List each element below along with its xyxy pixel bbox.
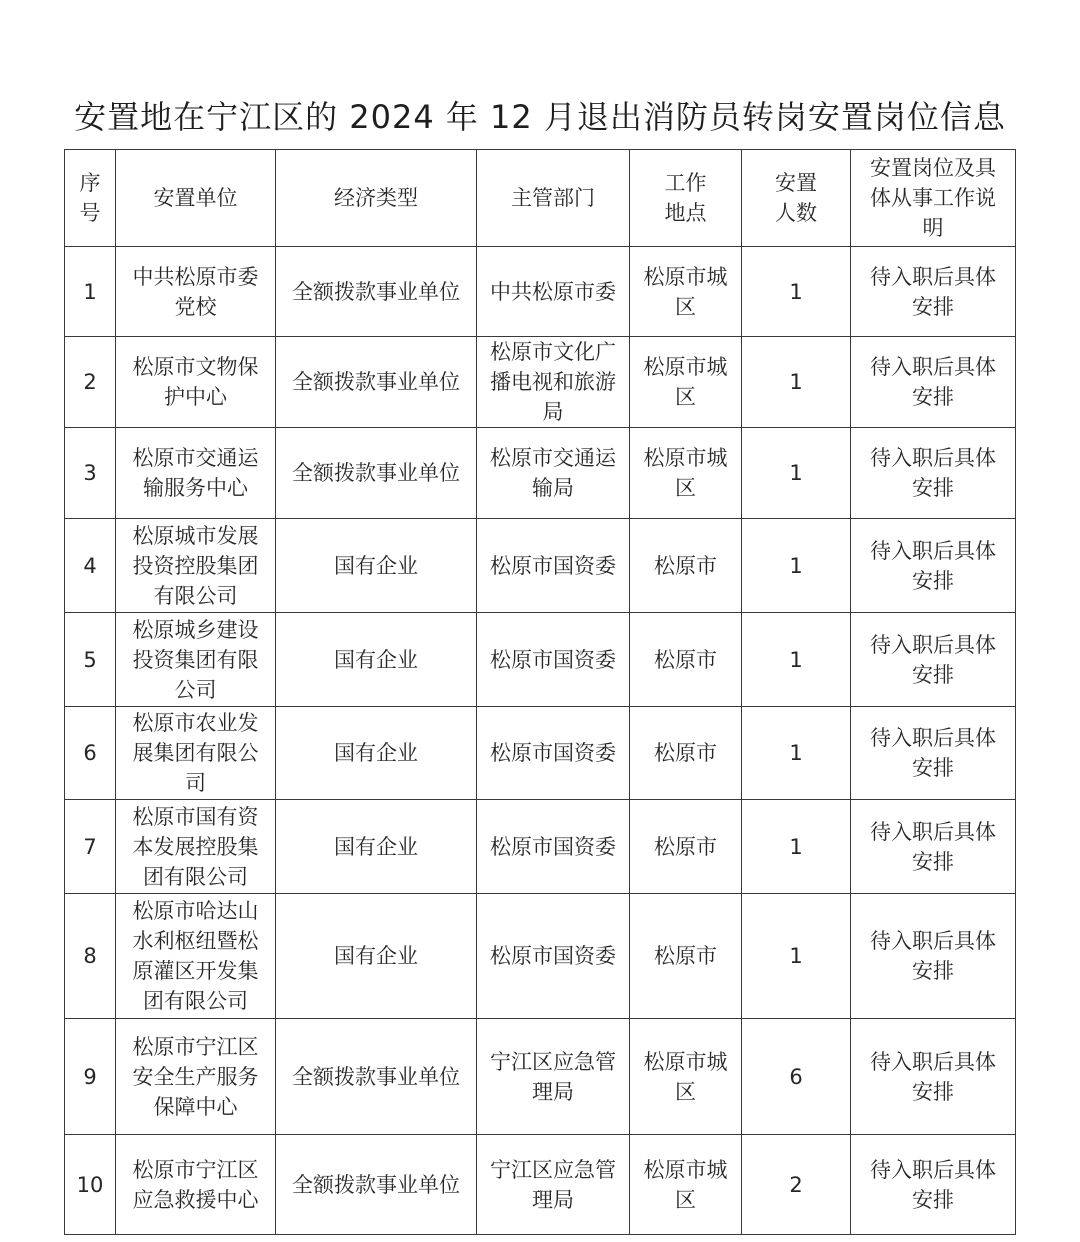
unit-name-text: 松原市宁江区应急救援中心 [132, 1157, 259, 1212]
row-index-text: 8 [83, 944, 97, 968]
cell-work-location [630, 613, 742, 707]
cell-department [477, 1019, 630, 1135]
table-row [65, 613, 1016, 707]
work-location-text: 松原市城区 [643, 1157, 728, 1212]
work-location-text: 松原市 [654, 944, 717, 968]
table-row [65, 337, 1016, 428]
header-count: 安置人数 [742, 150, 851, 247]
header-location: 工作地点 [630, 150, 742, 247]
cell-economic-type [276, 613, 477, 707]
cell-position-description [851, 337, 1016, 428]
department-text: 中共松原市委 [490, 279, 616, 304]
department-text: 宁江区应急管理局 [490, 1049, 616, 1104]
economic-type-text: 国有企业 [334, 553, 418, 578]
cell-position-description [851, 800, 1016, 894]
cell-economic-type [276, 1135, 477, 1235]
cell-economic-type [276, 247, 477, 337]
headcount-text: 2 [789, 1172, 803, 1197]
row-index-text: 9 [83, 1064, 97, 1089]
department-text: 松原市国资委 [490, 834, 616, 859]
cell-work-location [630, 1135, 742, 1235]
unit-name-text: 松原市宁江区安全生产服务保障中心 [132, 1034, 259, 1119]
headcount-text: 1 [789, 647, 803, 672]
work-location-text: 松原市城区 [643, 1049, 728, 1104]
economic-type-text: 全额拨款事业单位 [292, 1064, 460, 1089]
table-row [65, 894, 1016, 1019]
cell-economic-type [276, 1019, 477, 1135]
cell-position-description [851, 1135, 1016, 1235]
row-index-text: 4 [83, 553, 97, 578]
position-description-text: 待入职后具体安排 [870, 726, 996, 780]
position-description-text: 待入职后具体安排 [870, 819, 996, 874]
cell-row-index [65, 613, 116, 707]
position-description-text: 待入职后具体安排 [870, 446, 996, 500]
position-description-text: 待入职后具体安排 [870, 1157, 996, 1212]
cell-department [477, 519, 630, 613]
work-location-text: 松原市 [654, 834, 717, 859]
headcount-text: 1 [789, 370, 803, 394]
cell-row-index [65, 428, 116, 519]
table-row [65, 707, 1016, 800]
position-description-text: 待入职后具体安排 [870, 1049, 996, 1104]
cell-department [477, 707, 630, 800]
table-row [65, 428, 1016, 519]
cell-row-index [65, 707, 116, 800]
cell-work-location [630, 337, 742, 428]
cell-economic-type [276, 894, 477, 1019]
cell-unit-name [116, 337, 276, 428]
placement-table [64, 149, 1016, 1235]
table-row [65, 1019, 1016, 1135]
headcount-text: 6 [789, 1064, 803, 1089]
cell-unit-name [116, 519, 276, 613]
header-department: 主管部门 [477, 150, 630, 247]
position-description-text: 待入职后具体安排 [870, 264, 996, 319]
department-text: 松原市国资委 [490, 741, 616, 765]
department-text: 松原市国资委 [490, 944, 616, 968]
cell-headcount [742, 247, 851, 337]
placement-table-container [64, 149, 1015, 1235]
economic-type-text: 全额拨款事业单位 [292, 1172, 460, 1197]
table-header-row [65, 150, 1016, 247]
position-description-text: 待入职后具体安排 [870, 355, 996, 409]
cell-unit-name [116, 247, 276, 337]
department-text: 松原市文化广播电视和旅游局 [490, 340, 616, 424]
work-location-text: 松原市城区 [643, 355, 728, 409]
cell-unit-name [116, 707, 276, 800]
headcount-text: 1 [789, 553, 803, 578]
cell-work-location [630, 428, 742, 519]
cell-row-index [65, 800, 116, 894]
cell-department [477, 613, 630, 707]
cell-department [477, 1135, 630, 1235]
cell-headcount [742, 428, 851, 519]
cell-headcount [742, 800, 851, 894]
cell-position-description [851, 247, 1016, 337]
economic-type-text: 国有企业 [334, 647, 418, 672]
cell-position-description [851, 428, 1016, 519]
cell-unit-name [116, 613, 276, 707]
cell-economic-type [276, 707, 477, 800]
header-unit: 安置单位 [116, 150, 276, 247]
economic-type-text: 国有企业 [334, 834, 418, 859]
headcount-text: 1 [789, 944, 803, 968]
position-description-text: 待入职后具体安排 [870, 632, 996, 687]
unit-name-text: 中共松原市委党校 [132, 264, 259, 319]
cell-position-description [851, 894, 1016, 1019]
cell-economic-type [276, 337, 477, 428]
cell-unit-name [116, 1135, 276, 1235]
unit-name-text: 松原市国有资本发展控股集团有限公司 [132, 804, 259, 889]
unit-name-text: 松原市农业发展集团有限公司 [132, 711, 259, 795]
headcount-text: 1 [789, 279, 803, 304]
cell-work-location [630, 519, 742, 613]
cell-headcount [742, 337, 851, 428]
cell-row-index [65, 519, 116, 613]
work-location-text: 松原市 [654, 741, 717, 765]
table-body [65, 247, 1016, 1235]
cell-headcount [742, 1135, 851, 1235]
row-index-text: 2 [83, 370, 97, 394]
row-index-text: 10 [76, 1172, 104, 1197]
cell-headcount [742, 1019, 851, 1135]
department-text: 宁江区应急管理局 [490, 1157, 616, 1212]
cell-work-location [630, 800, 742, 894]
row-index-text: 5 [83, 647, 97, 672]
cell-row-index [65, 247, 116, 337]
table-row [65, 1135, 1016, 1235]
economic-type-text: 全额拨款事业单位 [292, 279, 460, 304]
cell-row-index [65, 1135, 116, 1235]
cell-position-description [851, 1019, 1016, 1135]
cell-economic-type [276, 800, 477, 894]
headcount-text: 1 [789, 741, 803, 765]
economic-type-text: 全额拨款事业单位 [292, 461, 460, 485]
header-position-description: 安置岗位及具体从事工作说明 [851, 150, 1016, 247]
cell-department [477, 337, 630, 428]
cell-work-location [630, 707, 742, 800]
row-index-text: 1 [83, 279, 97, 304]
work-location-text: 松原市城区 [643, 446, 728, 500]
cell-unit-name [116, 800, 276, 894]
cell-unit-name [116, 428, 276, 519]
cell-department [477, 800, 630, 894]
department-text: 松原市国资委 [490, 553, 616, 578]
cell-economic-type [276, 519, 477, 613]
unit-name-text: 松原市文物保护中心 [132, 355, 259, 409]
cell-work-location [630, 1019, 742, 1135]
cell-department [477, 428, 630, 519]
cell-headcount [742, 519, 851, 613]
work-location-text: 松原市 [654, 647, 717, 672]
headcount-text: 1 [789, 834, 803, 859]
department-text: 松原市交通运输局 [490, 446, 616, 500]
row-index-text: 6 [83, 741, 97, 765]
table-row [65, 800, 1016, 894]
headcount-text: 1 [789, 461, 803, 485]
row-index-text: 7 [83, 834, 97, 859]
unit-name-text: 松原城市发展投资控股集团有限公司 [132, 523, 259, 608]
cell-department [477, 894, 630, 1019]
unit-name-text: 松原市哈达山水利枢纽暨松原灌区开发集团有限公司 [132, 899, 259, 1013]
position-description-text: 待入职后具体安排 [870, 538, 996, 593]
cell-position-description [851, 613, 1016, 707]
economic-type-text: 国有企业 [334, 741, 418, 765]
cell-row-index [65, 337, 116, 428]
table-row [65, 519, 1016, 613]
economic-type-text: 国有企业 [334, 944, 418, 968]
economic-type-text: 全额拨款事业单位 [292, 370, 460, 394]
header-index: 序号 [65, 150, 116, 247]
unit-name-text: 松原市交通运输服务中心 [132, 446, 259, 500]
header-economic-type: 经济类型 [276, 150, 477, 247]
document-title: 安置地在宁江区的 2024 年 12 月退出消防员转岗安置岗位信息 [74, 98, 1006, 136]
position-description-text: 待入职后具体安排 [870, 929, 996, 983]
work-location-text: 松原市城区 [643, 264, 728, 319]
cell-work-location [630, 894, 742, 1019]
cell-economic-type [276, 428, 477, 519]
department-text: 松原市国资委 [490, 647, 616, 672]
cell-row-index [65, 1019, 116, 1135]
work-location-text: 松原市 [654, 553, 717, 578]
cell-headcount [742, 707, 851, 800]
cell-position-description [851, 707, 1016, 800]
row-index-text: 3 [83, 461, 97, 485]
cell-unit-name [116, 1019, 276, 1135]
cell-unit-name [116, 894, 276, 1019]
cell-work-location [630, 247, 742, 337]
unit-name-text: 松原城乡建设投资集团有限公司 [132, 617, 259, 702]
cell-position-description [851, 519, 1016, 613]
table-row [65, 247, 1016, 337]
cell-headcount [742, 613, 851, 707]
cell-headcount [742, 894, 851, 1019]
cell-department [477, 247, 630, 337]
cell-row-index [65, 894, 116, 1019]
